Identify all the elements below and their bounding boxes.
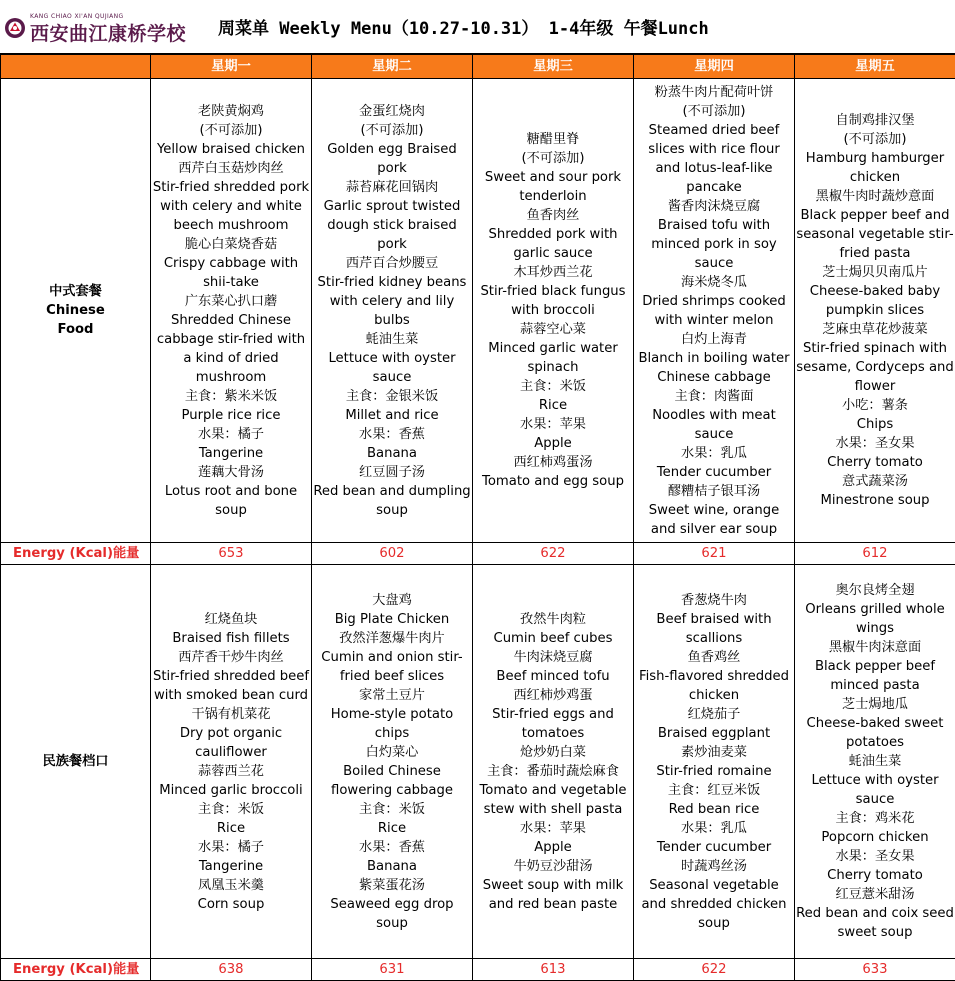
dish-line: 家常土豆片 xyxy=(313,686,471,705)
dish-line: 芝士焗地瓜 xyxy=(796,695,954,714)
chinese-food-row xyxy=(1,79,955,543)
dish-line: (不可添加) xyxy=(796,130,954,149)
dish-line: 水果：苹果 xyxy=(474,819,632,838)
dish-line: Rice xyxy=(152,819,310,838)
energy-value: 622 xyxy=(473,543,634,565)
dish-line: (不可添加) xyxy=(474,149,632,168)
dish-line: 孜然牛肉粒 xyxy=(474,610,632,629)
dish-line: Noodles with meat sauce xyxy=(635,406,793,444)
category-label: 民族餐档口 xyxy=(1,565,151,959)
corner-cell xyxy=(1,55,151,79)
dish-line: Red bean and coix seed sweet soup xyxy=(796,904,954,942)
dish-line: Millet and rice xyxy=(313,406,471,425)
dish-line: 红豆薏米甜汤 xyxy=(796,885,954,904)
energy-value: 622 xyxy=(634,959,795,981)
dish-line: 主食：米饭 xyxy=(474,377,632,396)
day-header: 星期二 xyxy=(312,55,473,79)
dish-line: 水果：苹果 xyxy=(474,415,632,434)
dish-line: 莲藕大骨汤 xyxy=(152,463,310,482)
dish-line: 蚝油生菜 xyxy=(796,752,954,771)
dish-line: 水果：圣女果 xyxy=(796,434,954,453)
dish-line: 西红柿炒鸡蛋 xyxy=(474,686,632,705)
dish-line: 广东菜心扒口蘑 xyxy=(152,292,310,311)
dish-line: Banana xyxy=(313,444,471,463)
dish-cell xyxy=(151,79,312,543)
dish-line: Black pepper beef minced pasta xyxy=(796,657,954,695)
dish-line: 蚝油生菜 xyxy=(313,330,471,349)
dish-line: 白灼菜心 xyxy=(313,743,471,762)
day-header: 星期三 xyxy=(473,55,634,79)
dish-line: 凤凰玉米羹 xyxy=(152,876,310,895)
dish-line: (不可添加) xyxy=(635,102,793,121)
dish-line: 鱼香鸡丝 xyxy=(635,648,793,667)
dish-line: Lettuce with oyster sauce xyxy=(313,349,471,387)
dish-line: 芝士焗贝贝南瓜片 xyxy=(796,263,954,282)
page-title: 周菜单 Weekly Menu（10.27-10.31） 1-4年级 午餐Lunch xyxy=(218,14,709,39)
dish-line: Dry pot organic cauliflower xyxy=(152,724,310,762)
dish-line: Black pepper beef and seasonal vegetable stir-fried pasta xyxy=(796,206,954,263)
dish-line: Tomato and egg soup xyxy=(474,472,632,491)
school-name-en: KANG CHIAO XI'AN QUJIANG xyxy=(30,13,124,20)
dish-cell xyxy=(312,565,473,959)
dish-line: 脆心白菜烧香菇 xyxy=(152,235,310,254)
dish-line: Tangerine xyxy=(152,857,310,876)
dish-line: Red bean rice xyxy=(635,800,793,819)
dish-line: Steamed dried beef slices with rice flour and lotus-leaf-like pancake xyxy=(635,121,793,197)
dish-line: 意式蔬菜汤 xyxy=(796,472,954,491)
energy-value: 612 xyxy=(795,543,955,565)
dish-line: Stir-fried shredded beef with smoked bean curd xyxy=(152,667,310,705)
dish-cell xyxy=(473,565,634,959)
dish-line: 水果：香蕉 xyxy=(313,838,471,857)
ethnic-food-row xyxy=(1,565,955,959)
dish-line: 主食：番茄时蔬烩麻食 xyxy=(474,762,632,781)
dish-line: Braised eggplant xyxy=(635,724,793,743)
dish-cell xyxy=(473,79,634,543)
dish-line: 糖醋里脊 xyxy=(474,130,632,149)
dish-line: Big Plate Chicken xyxy=(313,610,471,629)
dish-line: 木耳炒西兰花 xyxy=(474,263,632,282)
dish-line: 西芹百合炒腰豆 xyxy=(313,254,471,273)
dish-line: Sweet and sour pork tenderloin xyxy=(474,168,632,206)
dish-line: Red bean and dumpling soup xyxy=(313,482,471,520)
dish-line: Rice xyxy=(474,396,632,415)
energy-value: 621 xyxy=(634,543,795,565)
dish-line: 奥尔良烤全翅 xyxy=(796,581,954,600)
dish-line: Crispy cabbage with shii-take xyxy=(152,254,310,292)
dish-line: Minestrone soup xyxy=(796,491,954,510)
dish-line: 主食：米饭 xyxy=(152,800,310,819)
dish-line: Cheese-baked sweet potatoes xyxy=(796,714,954,752)
category-label: 中式套餐 Chinese Food xyxy=(1,79,151,543)
energy-value: 631 xyxy=(312,959,473,981)
dish-line: 小吃：薯条 xyxy=(796,396,954,415)
dish-line: Dried shrimps cooked with winter melon xyxy=(635,292,793,330)
dish-line: 蒜蓉西兰花 xyxy=(152,762,310,781)
dish-line: 水果：圣女果 xyxy=(796,847,954,866)
energy-row xyxy=(1,959,955,981)
dish-line: 粉蒸牛肉片配荷叶饼 xyxy=(635,83,793,102)
dish-line: 西芹白玉菇炒肉丝 xyxy=(152,159,310,178)
school-name-cn: 西安曲江康桥学校 xyxy=(30,19,186,46)
dish-line: 海米烧冬瓜 xyxy=(635,273,793,292)
dish-line: Sweet soup with milk and red bean paste xyxy=(474,876,632,914)
dish-line: (不可添加) xyxy=(313,121,471,140)
dish-line: Tangerine xyxy=(152,444,310,463)
energy-label: Energy (Kcal)能量 xyxy=(1,959,151,981)
dish-line: Cheese-baked baby pumpkin slices xyxy=(796,282,954,320)
dish-cell xyxy=(634,79,795,543)
day-header: 星期五 xyxy=(795,55,955,79)
header xyxy=(0,0,955,54)
dish-line: 主食：红豆米饭 xyxy=(635,781,793,800)
dish-line: 炝炒奶白菜 xyxy=(474,743,632,762)
dish-line: 红烧茄子 xyxy=(635,705,793,724)
dish-line: Tomato and vegetable stew with shell pasta xyxy=(474,781,632,819)
dish-line: 白灼上海青 xyxy=(635,330,793,349)
school-emblem-icon xyxy=(4,17,26,39)
dish-line: 老陕黄焖鸡 xyxy=(152,102,310,121)
dish-line: Purple rice rice xyxy=(152,406,310,425)
dish-line: Stir-fried eggs and tomatoes xyxy=(474,705,632,743)
dish-line: Cherry tomato xyxy=(796,866,954,885)
dish-line: Apple xyxy=(474,434,632,453)
dish-line: 水果：橘子 xyxy=(152,838,310,857)
dish-line: Orleans grilled whole wings xyxy=(796,600,954,638)
energy-value: 613 xyxy=(473,959,634,981)
day-header: 星期一 xyxy=(151,55,312,79)
dish-line: 素炒油麦菜 xyxy=(635,743,793,762)
dish-line: 蒜蓉空心菜 xyxy=(474,320,632,339)
dish-line: Shredded Chinese cabbage stir-fried with a kind of dried mushroom xyxy=(152,311,310,387)
energy-value: 653 xyxy=(151,543,312,565)
dish-line: Shredded pork with garlic sauce xyxy=(474,225,632,263)
dish-line: 紫菜蛋花汤 xyxy=(313,876,471,895)
energy-value: 602 xyxy=(312,543,473,565)
dish-line: Stir-fried romaine xyxy=(635,762,793,781)
dish-line: 水果：乳瓜 xyxy=(635,819,793,838)
dish-line: 主食：鸡米花 xyxy=(796,809,954,828)
dish-line: 牛奶豆沙甜汤 xyxy=(474,857,632,876)
dish-line: 主食：金银米饭 xyxy=(313,387,471,406)
dish-line: Beef braised with scallions xyxy=(635,610,793,648)
dish-line: 酱香肉沫烧豆腐 xyxy=(635,197,793,216)
dish-cell xyxy=(151,565,312,959)
dish-line: Stir-fried kidney beans with celery and lily bulbs xyxy=(313,273,471,330)
dish-line: 主食：肉酱面 xyxy=(635,387,793,406)
dish-line: 鱼香肉丝 xyxy=(474,206,632,225)
dish-line: Hamburg hamburger chicken xyxy=(796,149,954,187)
day-header: 星期四 xyxy=(634,55,795,79)
dish-line: Cherry tomato xyxy=(796,453,954,472)
dish-line: 黑椒牛肉时蔬炒意面 xyxy=(796,187,954,206)
dish-line: 水果：香蕉 xyxy=(313,425,471,444)
dish-line: Beef minced tofu xyxy=(474,667,632,686)
dish-line: Garlic sprout twisted dough stick braised pork xyxy=(313,197,471,254)
energy-row xyxy=(1,543,955,565)
dish-line: Popcorn chicken xyxy=(796,828,954,847)
dish-line: 西红柿鸡蛋汤 xyxy=(474,453,632,472)
dish-line: Chips xyxy=(796,415,954,434)
dish-cell xyxy=(795,565,955,959)
dish-line: Fish-flavored shredded chicken xyxy=(635,667,793,705)
dish-line: Stir-fried shredded pork with celery and white beech mushroom xyxy=(152,178,310,235)
dish-line: Seaweed egg drop soup xyxy=(313,895,471,933)
dish-line: 西芹香干炒牛肉丝 xyxy=(152,648,310,667)
dish-line: Braised tofu with minced pork in soy sauce xyxy=(635,216,793,273)
dish-line: 金蛋红烧肉 xyxy=(313,102,471,121)
dish-line: 醪糟桔子银耳汤 xyxy=(635,482,793,501)
dish-cell xyxy=(795,79,955,543)
dish-line: 自制鸡排汉堡 xyxy=(796,111,954,130)
dish-line: 大盘鸡 xyxy=(313,591,471,610)
dish-line: Apple xyxy=(474,838,632,857)
dish-line: 黑椒牛肉沫意面 xyxy=(796,638,954,657)
dish-line: (不可添加) xyxy=(152,121,310,140)
dish-line: Braised fish fillets xyxy=(152,629,310,648)
dish-line: Corn soup xyxy=(152,895,310,914)
dish-line: 芝麻虫草花炒菠菜 xyxy=(796,320,954,339)
dish-line: Cumin beef cubes xyxy=(474,629,632,648)
dish-line: Minced garlic water spinach xyxy=(474,339,632,377)
dish-line: Seasonal vegetable and shredded chicken soup xyxy=(635,876,793,933)
dish-line: 主食：米饭 xyxy=(313,800,471,819)
dish-line: Lotus root and bone soup xyxy=(152,482,310,520)
energy-value: 638 xyxy=(151,959,312,981)
energy-label: Energy (Kcal)能量 xyxy=(1,543,151,565)
dish-line: 时蔬鸡丝汤 xyxy=(635,857,793,876)
dish-line: 水果：乳瓜 xyxy=(635,444,793,463)
dish-line: 红豆圆子汤 xyxy=(313,463,471,482)
dish-line: 孜然洋葱爆牛肉片 xyxy=(313,629,471,648)
dish-line: Yellow braised chicken xyxy=(152,140,310,159)
dish-line: Cumin and onion stir-fried beef slices xyxy=(313,648,471,686)
dish-line: 红烧鱼块 xyxy=(152,610,310,629)
dish-line: Golden egg Braised pork xyxy=(313,140,471,178)
dish-line: 香葱烧牛肉 xyxy=(635,591,793,610)
dish-cell xyxy=(312,79,473,543)
dish-line: Banana xyxy=(313,857,471,876)
dish-line: 干锅有机菜花 xyxy=(152,705,310,724)
dish-cell xyxy=(634,565,795,959)
dish-line: Minced garlic broccoli xyxy=(152,781,310,800)
dish-line: Boiled Chinese flowering cabbage xyxy=(313,762,471,800)
dish-line: 牛肉沫烧豆腐 xyxy=(474,648,632,667)
dish-line: Stir-fried black fungus with broccoli xyxy=(474,282,632,320)
dish-line: Tender cucumber xyxy=(635,838,793,857)
dish-line: 主食：紫米米饭 xyxy=(152,387,310,406)
dish-line: Stir-fried spinach with sesame, Cordyceps and flower xyxy=(796,339,954,396)
dish-line: Rice xyxy=(313,819,471,838)
dish-line: Home-style potato chips xyxy=(313,705,471,743)
menu-table xyxy=(0,54,955,981)
dish-line: 水果：橘子 xyxy=(152,425,310,444)
dish-line: Lettuce with oyster sauce xyxy=(796,771,954,809)
dish-line: 蒜苔麻花回锅肉 xyxy=(313,178,471,197)
energy-value: 633 xyxy=(795,959,955,981)
day-header-row xyxy=(1,55,955,79)
dish-line: Sweet wine, orange and silver ear soup xyxy=(635,501,793,539)
dish-line: Blanch in boiling water Chinese cabbage xyxy=(635,349,793,387)
school-logo xyxy=(4,8,184,46)
dish-line: Tender cucumber xyxy=(635,463,793,482)
